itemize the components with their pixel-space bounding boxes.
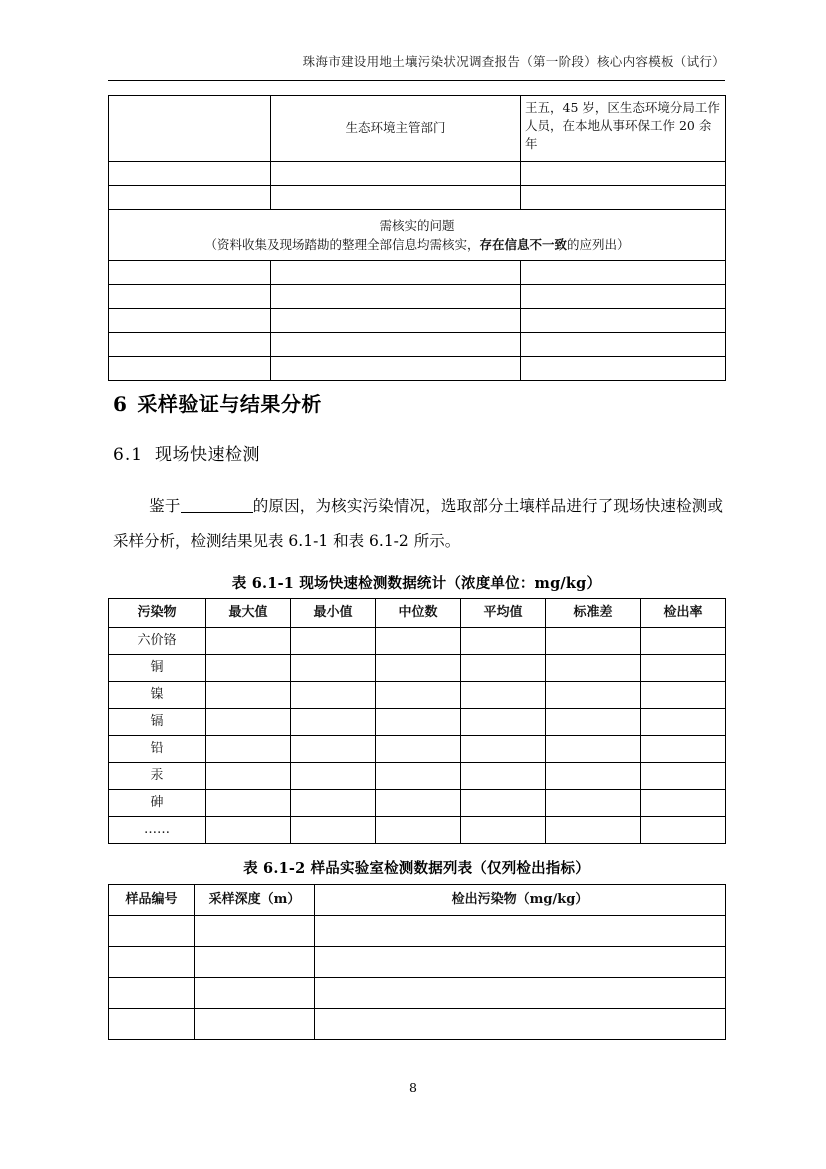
value-cell — [461, 628, 546, 655]
table-row — [109, 96, 726, 162]
col-header-pollutant: 污染物 — [109, 599, 206, 628]
body-paragraph — [113, 489, 723, 559]
value-cell — [461, 682, 546, 709]
table-row — [109, 763, 726, 790]
value-cell — [461, 655, 546, 682]
table-row — [109, 1009, 726, 1040]
value-cell — [291, 817, 376, 844]
paragraph-part2: 的原因，为核实污染情况，选取部分土壤样品进行了现场快速检测或采样分析，检测结果见表 6.1-1 和表 6.1-2 所示。 — [113, 497, 723, 550]
table-caption-612: 表 6.1-2 样品实验室检测数据列表（仅列检出指标） — [243, 860, 590, 877]
col-header-max: 最大值 — [206, 599, 291, 628]
paragraph-part1: 鉴于 — [149, 497, 181, 515]
pollutant-name: 砷 — [109, 790, 206, 817]
value-cell — [546, 736, 641, 763]
value-cell — [291, 709, 376, 736]
table-row — [109, 333, 726, 357]
section-title: 采样验证与结果分析 — [137, 392, 322, 416]
sample-depth-cell — [195, 916, 315, 947]
value-cell — [206, 709, 291, 736]
subsection-heading — [113, 440, 260, 465]
value-cell — [376, 817, 461, 844]
table-611-wrapper — [108, 598, 726, 844]
value-cell — [206, 790, 291, 817]
value-cell — [546, 682, 641, 709]
verification-table — [108, 95, 726, 381]
value-cell — [291, 655, 376, 682]
value-cell — [461, 736, 546, 763]
value-cell — [546, 763, 641, 790]
table-611-header-row — [109, 599, 726, 628]
value-cell — [206, 628, 291, 655]
value-cell — [641, 709, 726, 736]
pollutant-name: 铅 — [109, 736, 206, 763]
value-cell — [206, 736, 291, 763]
table-611-body — [109, 599, 726, 844]
empty-cell — [271, 333, 521, 357]
pollutant-name: …… — [109, 817, 206, 844]
value-cell — [641, 682, 726, 709]
value-cell — [291, 736, 376, 763]
table-row — [109, 655, 726, 682]
table-612-wrapper — [108, 884, 726, 1040]
sample-id-cell — [109, 947, 195, 978]
value-cell — [546, 790, 641, 817]
note-emphasis: 存在信息不一致 — [479, 237, 567, 252]
empty-cell — [109, 162, 271, 186]
page-number: 8 — [409, 1080, 417, 1095]
col-header-mean: 平均值 — [461, 599, 546, 628]
empty-cell — [521, 309, 726, 333]
table-row — [109, 309, 726, 333]
pollutant-name: 六价铬 — [109, 628, 206, 655]
empty-cell — [109, 261, 271, 285]
pollutant-name: 镍 — [109, 682, 206, 709]
empty-cell — [521, 357, 726, 381]
verification-cell-person: 王五，45 岁，区生态环境分局工作人员，在本地从事环保工作 20 余年 — [521, 96, 726, 162]
verification-cell-col1 — [109, 96, 271, 162]
detected-pollutants-cell — [315, 1009, 726, 1040]
value-cell — [376, 763, 461, 790]
empty-cell — [109, 357, 271, 381]
table-row — [109, 162, 726, 186]
col-header-sample-depth: 采样深度（m） — [195, 885, 315, 916]
empty-cell — [109, 333, 271, 357]
verification-table-wrapper — [108, 95, 726, 381]
table-611 — [108, 598, 726, 844]
table-row — [109, 357, 726, 381]
table-row — [109, 186, 726, 210]
empty-cell — [271, 309, 521, 333]
table-row — [109, 978, 726, 1009]
sample-depth-cell — [195, 1009, 315, 1040]
col-header-median: 中位数 — [376, 599, 461, 628]
value-cell — [641, 790, 726, 817]
value-cell — [206, 817, 291, 844]
value-cell — [206, 763, 291, 790]
table-row — [109, 947, 726, 978]
sample-depth-cell — [195, 947, 315, 978]
pollutant-name: 镉 — [109, 709, 206, 736]
col-header-min: 最小值 — [291, 599, 376, 628]
col-header-detection-rate: 检出率 — [641, 599, 726, 628]
empty-cell — [521, 162, 726, 186]
sample-id-cell — [109, 916, 195, 947]
table-row — [109, 709, 726, 736]
value-cell — [461, 709, 546, 736]
value-cell — [461, 817, 546, 844]
sample-depth-cell — [195, 978, 315, 1009]
value-cell — [206, 682, 291, 709]
section-heading — [113, 388, 322, 417]
table-612-header-row — [109, 885, 726, 916]
table-row-merged-note — [109, 210, 726, 261]
sample-id-cell — [109, 1009, 195, 1040]
table-row — [109, 817, 726, 844]
value-cell — [641, 736, 726, 763]
verification-note-cell — [109, 210, 726, 261]
note-prefix: （资料收集及现场踏勘的整理全部信息均需核实， — [204, 237, 480, 252]
table-row — [109, 682, 726, 709]
value-cell — [546, 655, 641, 682]
table-row — [109, 790, 726, 817]
pollutant-name: 汞 — [109, 763, 206, 790]
empty-cell — [109, 285, 271, 309]
value-cell — [546, 628, 641, 655]
verification-table-body — [109, 96, 726, 381]
section-number: 6 — [113, 392, 128, 416]
detected-pollutants-cell — [315, 947, 726, 978]
subsection-number: 6.1 — [113, 445, 144, 465]
value-cell — [376, 628, 461, 655]
running-header: 珠海市建设用地土壤污染状况调查报告（第一阶段）核心内容模板（试行） — [302, 54, 725, 69]
col-header-sample-id: 样品编号 — [109, 885, 195, 916]
detected-pollutants-cell — [315, 916, 726, 947]
pollutant-name: 铜 — [109, 655, 206, 682]
empty-cell — [521, 261, 726, 285]
value-cell — [641, 628, 726, 655]
value-cell — [461, 763, 546, 790]
table-row — [109, 736, 726, 763]
value-cell — [546, 709, 641, 736]
empty-cell — [271, 261, 521, 285]
value-cell — [291, 682, 376, 709]
empty-cell — [271, 357, 521, 381]
fill-in-blank[interactable] — [181, 497, 253, 513]
detected-pollutants-cell — [315, 978, 726, 1009]
value-cell — [641, 763, 726, 790]
table-row — [109, 285, 726, 309]
table-row — [109, 628, 726, 655]
table-612-body — [109, 885, 726, 1040]
table-row — [109, 261, 726, 285]
verification-cell-department: 生态环境主管部门 — [271, 96, 521, 162]
col-header-stddev: 标准差 — [546, 599, 641, 628]
value-cell — [376, 709, 461, 736]
value-cell — [461, 790, 546, 817]
verification-note-line2 — [115, 235, 719, 254]
value-cell — [206, 655, 291, 682]
col-header-detected-pollutants: 检出污染物（mg/kg） — [315, 885, 726, 916]
value-cell — [291, 763, 376, 790]
value-cell — [291, 628, 376, 655]
empty-cell — [109, 186, 271, 210]
empty-cell — [109, 309, 271, 333]
value-cell — [641, 655, 726, 682]
note-suffix: 的应列出） — [567, 237, 630, 252]
value-cell — [546, 817, 641, 844]
empty-cell — [271, 285, 521, 309]
empty-cell — [271, 162, 521, 186]
empty-cell — [271, 186, 521, 210]
value-cell — [641, 817, 726, 844]
value-cell — [376, 655, 461, 682]
value-cell — [376, 790, 461, 817]
value-cell — [376, 736, 461, 763]
empty-cell — [521, 333, 726, 357]
empty-cell — [521, 186, 726, 210]
header-rule — [108, 80, 725, 81]
table-612 — [108, 884, 726, 1040]
empty-cell — [521, 285, 726, 309]
subsection-title: 现场快速检测 — [155, 445, 261, 465]
value-cell — [291, 790, 376, 817]
verification-note-line1: 需核实的问题 — [379, 217, 455, 233]
table-row — [109, 916, 726, 947]
table-caption-611: 表 6.1-1 现场快速检测数据统计（浓度单位：mg/kg） — [231, 575, 602, 592]
value-cell — [376, 682, 461, 709]
sample-id-cell — [109, 978, 195, 1009]
